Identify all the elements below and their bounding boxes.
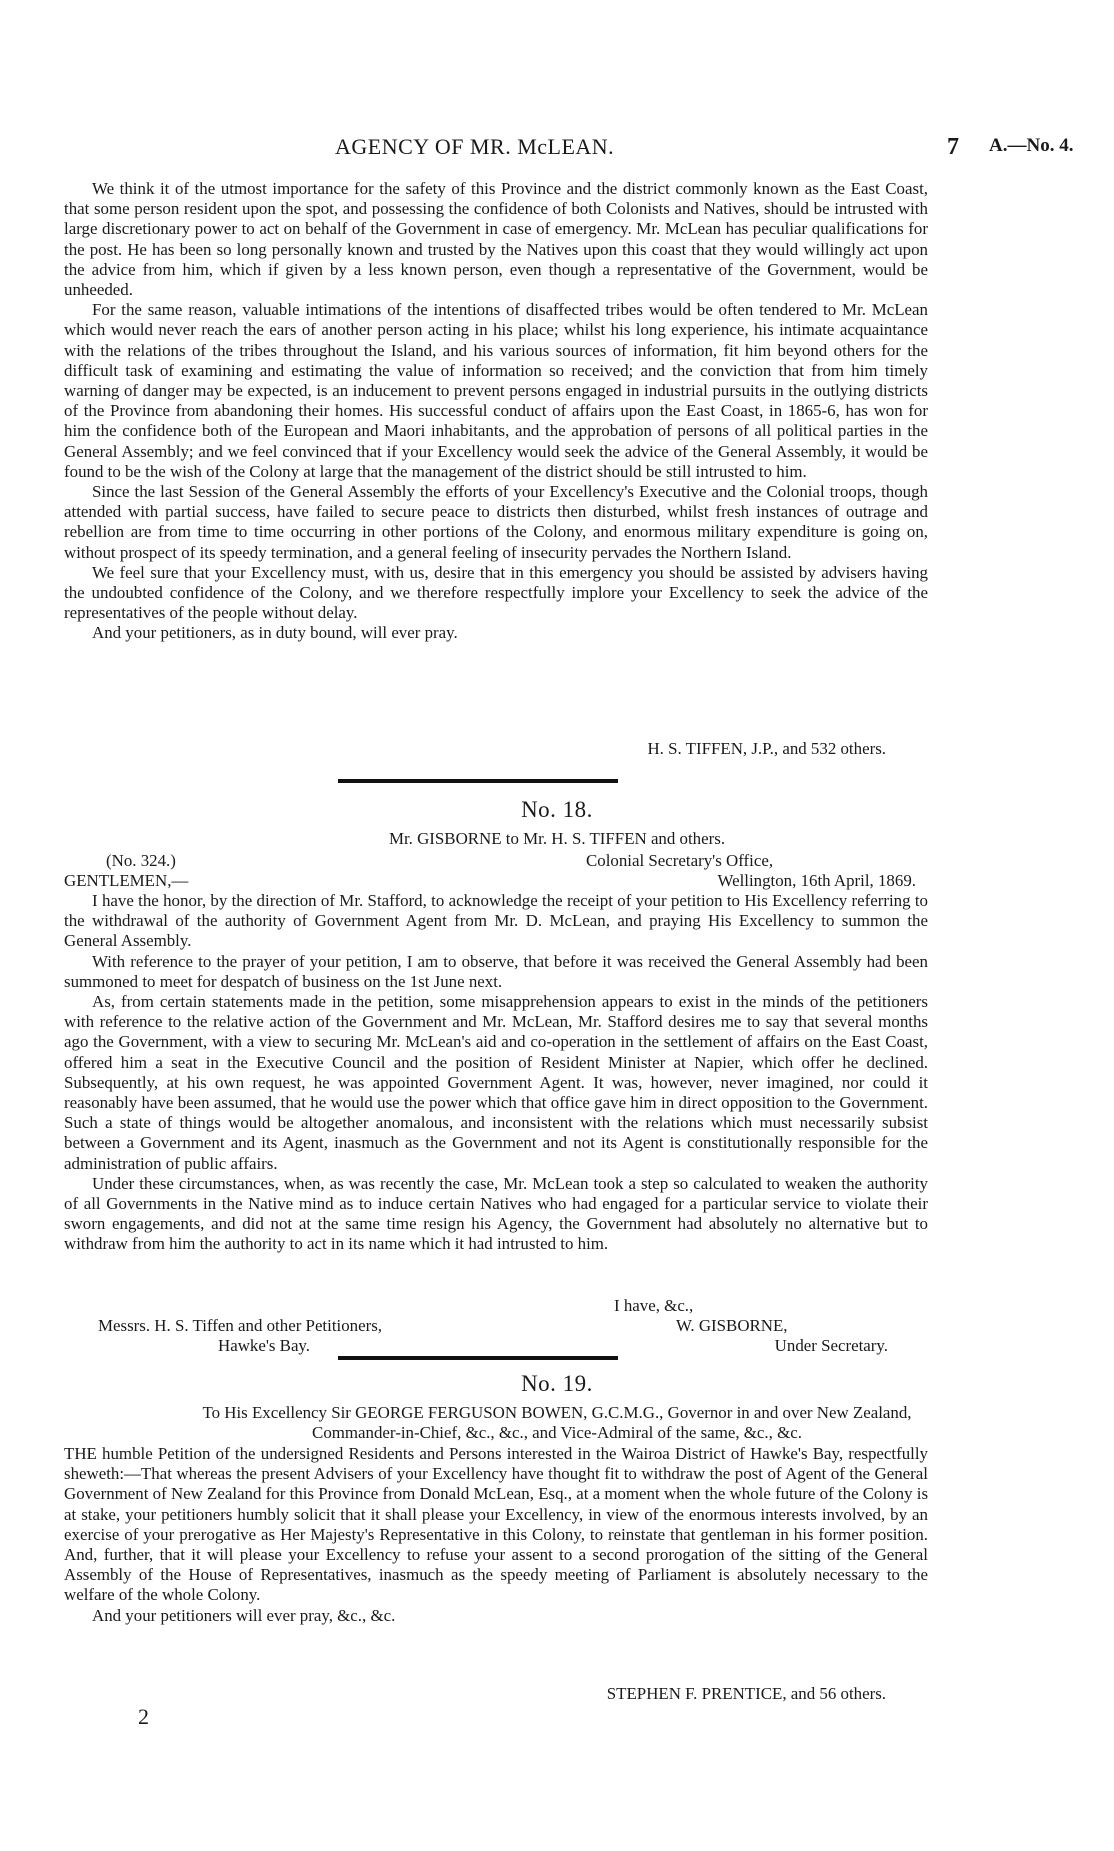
paragraph: We feel sure that your Excellency must, with us, desire that in this emergency you should be assisted by advisers having the undoubted confidence of the Colony, and we therefore respectfully implore your Excellency to seek the advice of the representatives of the people without delay. — [64, 562, 928, 623]
letter-body — [64, 891, 928, 1255]
petition-lead-word: THE — [64, 1444, 97, 1463]
petition-continuation — [64, 179, 928, 644]
letter-closing: I have, &c., — [614, 1296, 694, 1315]
petition-address-line1: To His Excellency Sir GEORGE FERGUSON BOWEN, G.C.M.G., Governor in and over New Zealand, — [202, 1403, 912, 1422]
section-divider — [338, 779, 618, 783]
petition-signature: H. S. TIFFEN, J.P., and 532 others. — [647, 739, 886, 758]
paragraph: And your petitioners, as in duty bound, will ever pray. — [92, 623, 458, 643]
paragraph: With reference to the prayer of your petition, I am to observe, that before it was received the General Assembly had been summoned to meet for despatch of business on the 1st June next. — [64, 951, 928, 991]
letter-subtitle: Mr. GISBORNE to Mr. H. S. TIFFEN and others. — [388, 829, 726, 848]
running-title: AGENCY OF MR. McLEAN. — [335, 134, 615, 159]
letter-signer: W. GISBORNE, — [676, 1316, 788, 1335]
letter-addressee: Messrs. H. S. Tiffen and other Petitioners, — [98, 1316, 383, 1335]
letter-ref-number: (No. 324.) — [106, 851, 176, 870]
page-number: 7 — [947, 134, 959, 160]
paragraph: I have the honor, by the direction of Mr. Stafford, to acknowledge the receipt of your petition to His Excellency referring to the withdrawal of the authority of Government Agent from Mr. D. McLean, and praying His Excellency to summon the General Assembly. — [64, 891, 928, 951]
paragraph — [64, 1444, 928, 1606]
paragraph: For the same reason, valuable intimations of the intentions of disaffected tribes would be often tendered to Mr. McLean which would never reach the ears of another person acting in his place; whilst his long experience, his intimate acquaintance with the relations of the tribes throughout the Island, and his various sources of information, fit him beyond others for the difficult task of examining and estimating the value of information so received; and the conviction that from him timely warning of danger may be expected, is an inducement to prevent persons engaged in industrial pursuits in the outlying districts of the Province from abandoning their homes. His successful conduct of affairs upon the East Coast, in 1865-6, has won for him the confidence both of the European and Maori inhabitants, and the approbation of persons of all political parties in the General Assembly; and we feel convinced that if your Excellency would seek the advice of the General Assembly, it would be found to be the wish of the Colony at large that the management of the district should be still intrusted to him. — [64, 300, 928, 481]
petition-body — [64, 1444, 928, 1626]
signature-mark: 2 — [138, 1704, 149, 1729]
document-number-19: No. 19. — [521, 1371, 593, 1396]
letter-addressee-place: Hawke's Bay. — [218, 1336, 311, 1355]
paragraph: And your petitioners will ever pray, &c., &c. — [92, 1605, 396, 1625]
petition-address-line2: Commander-in-Chief, &c., &c., and Vice-Admiral of the same, &c., &c. — [312, 1423, 802, 1442]
section-divider — [338, 1356, 618, 1360]
paragraph: As, from certain statements made in the petition, some misapprehension appears to exist in the minds of the petitioners with reference to the relative action of the Government and Mr. McLean, Mr. Stafford desires me to say that several months ago the Government, with a view to securing Mr. McLean's aid and co-operation in the settlement of affairs on the East Coast, offered him a seat in the Executive Council and the position of Resident Minister at Napier, which offer he declined. Subsequently, at his own request, he was appointed Government Agent. It was, however, never imagined, nor could it reasonably have been assumed, that he would use the power which that office gave him in direct opposition to the Government. Such a state of things would be altogether anomalous, and inconsistent with the relations which must necessarily subsist between a Government and its Agent, inasmuch as the Government and not its Agent is constitutionally responsible for the administration of public affairs. — [64, 992, 928, 1173]
letter-signer-title: Under Secretary. — [774, 1336, 888, 1355]
paragraph: We think it of the utmost importance for the safety of this Province and the district commonly known as the East Coast, that some person resident upon the spot, and possessing the confidence of both Colonists and Natives, should be intrusted with large discretionary power to act on behalf of the Government in case of emergency. Mr. McLean has peculiar qualifications for the post. He has been so long personally known and trusted by the Natives upon this coast that they would willingly act upon the advice from him, which if given by a less known person, even though a representative of the Government, would be unheeded. — [64, 179, 928, 300]
running-header — [0, 134, 1114, 164]
paragraph: Under these circumstances, when, as was recently the case, Mr. McLean took a step so calculated to weaken the authority of all Governments in the Native mind as to induce certain Natives who had engaged for a particular service to violate their sworn engagements, and did not at the same time resign his Agency, the Government had absolutely no alternative but to withdraw from him the authority to act in its name which it had intrusted to him. — [64, 1173, 928, 1254]
document-number-18: No. 18. — [521, 797, 593, 822]
letter-office: Colonial Secretary's Office, — [586, 851, 774, 870]
petition-signature: STEPHEN F. PRENTICE, and 56 others. — [606, 1684, 886, 1703]
letter-date: Wellington, 16th April, 1869. — [717, 871, 916, 890]
letter-salutation: GENTLEMEN,— — [64, 871, 189, 890]
paragraph: Since the last Session of the General Assembly the efforts of your Excellency's Executive and the Colonial troops, though attended with partial success, have failed to secure peace to districts then disturbed, whilst fresh instances of outrage and rebellion are from time to time occurring in other portions of the Colony, and enormous military expenditure is going on, without prospect of its speedy termination, and a general feeling of insecurity pervades the Northern Island. — [64, 482, 928, 562]
paper-reference: A.—No. 4. — [989, 135, 1074, 156]
petition-text: humble Petition of the undersigned Residents and Persons interested in the Wairoa District of Hawke's Bay, respectfully sheweth:—That whereas the present Advisers of your Excellency have thought fit to withdraw the post of Agent of the General Government of New Zealand for this Province from Donald McLean, Esq., at a moment when the whole future of the Colony is at stake, your petitioners humbly solicit that it shall please your Excellency, in view of the enormous interests involved, by an exercise of your prerogative as Her Majesty's Representative in this Colony, to reinstate that gentleman in his former position. And, further, that it will please your Excellency to refuse your assent to a second prorogation of the sitting of the General Assembly of the House of Representatives, inasmuch as the speedy meeting of Parliament is absolutely necessary to the welfare of the whole Colony. — [64, 1444, 929, 1605]
